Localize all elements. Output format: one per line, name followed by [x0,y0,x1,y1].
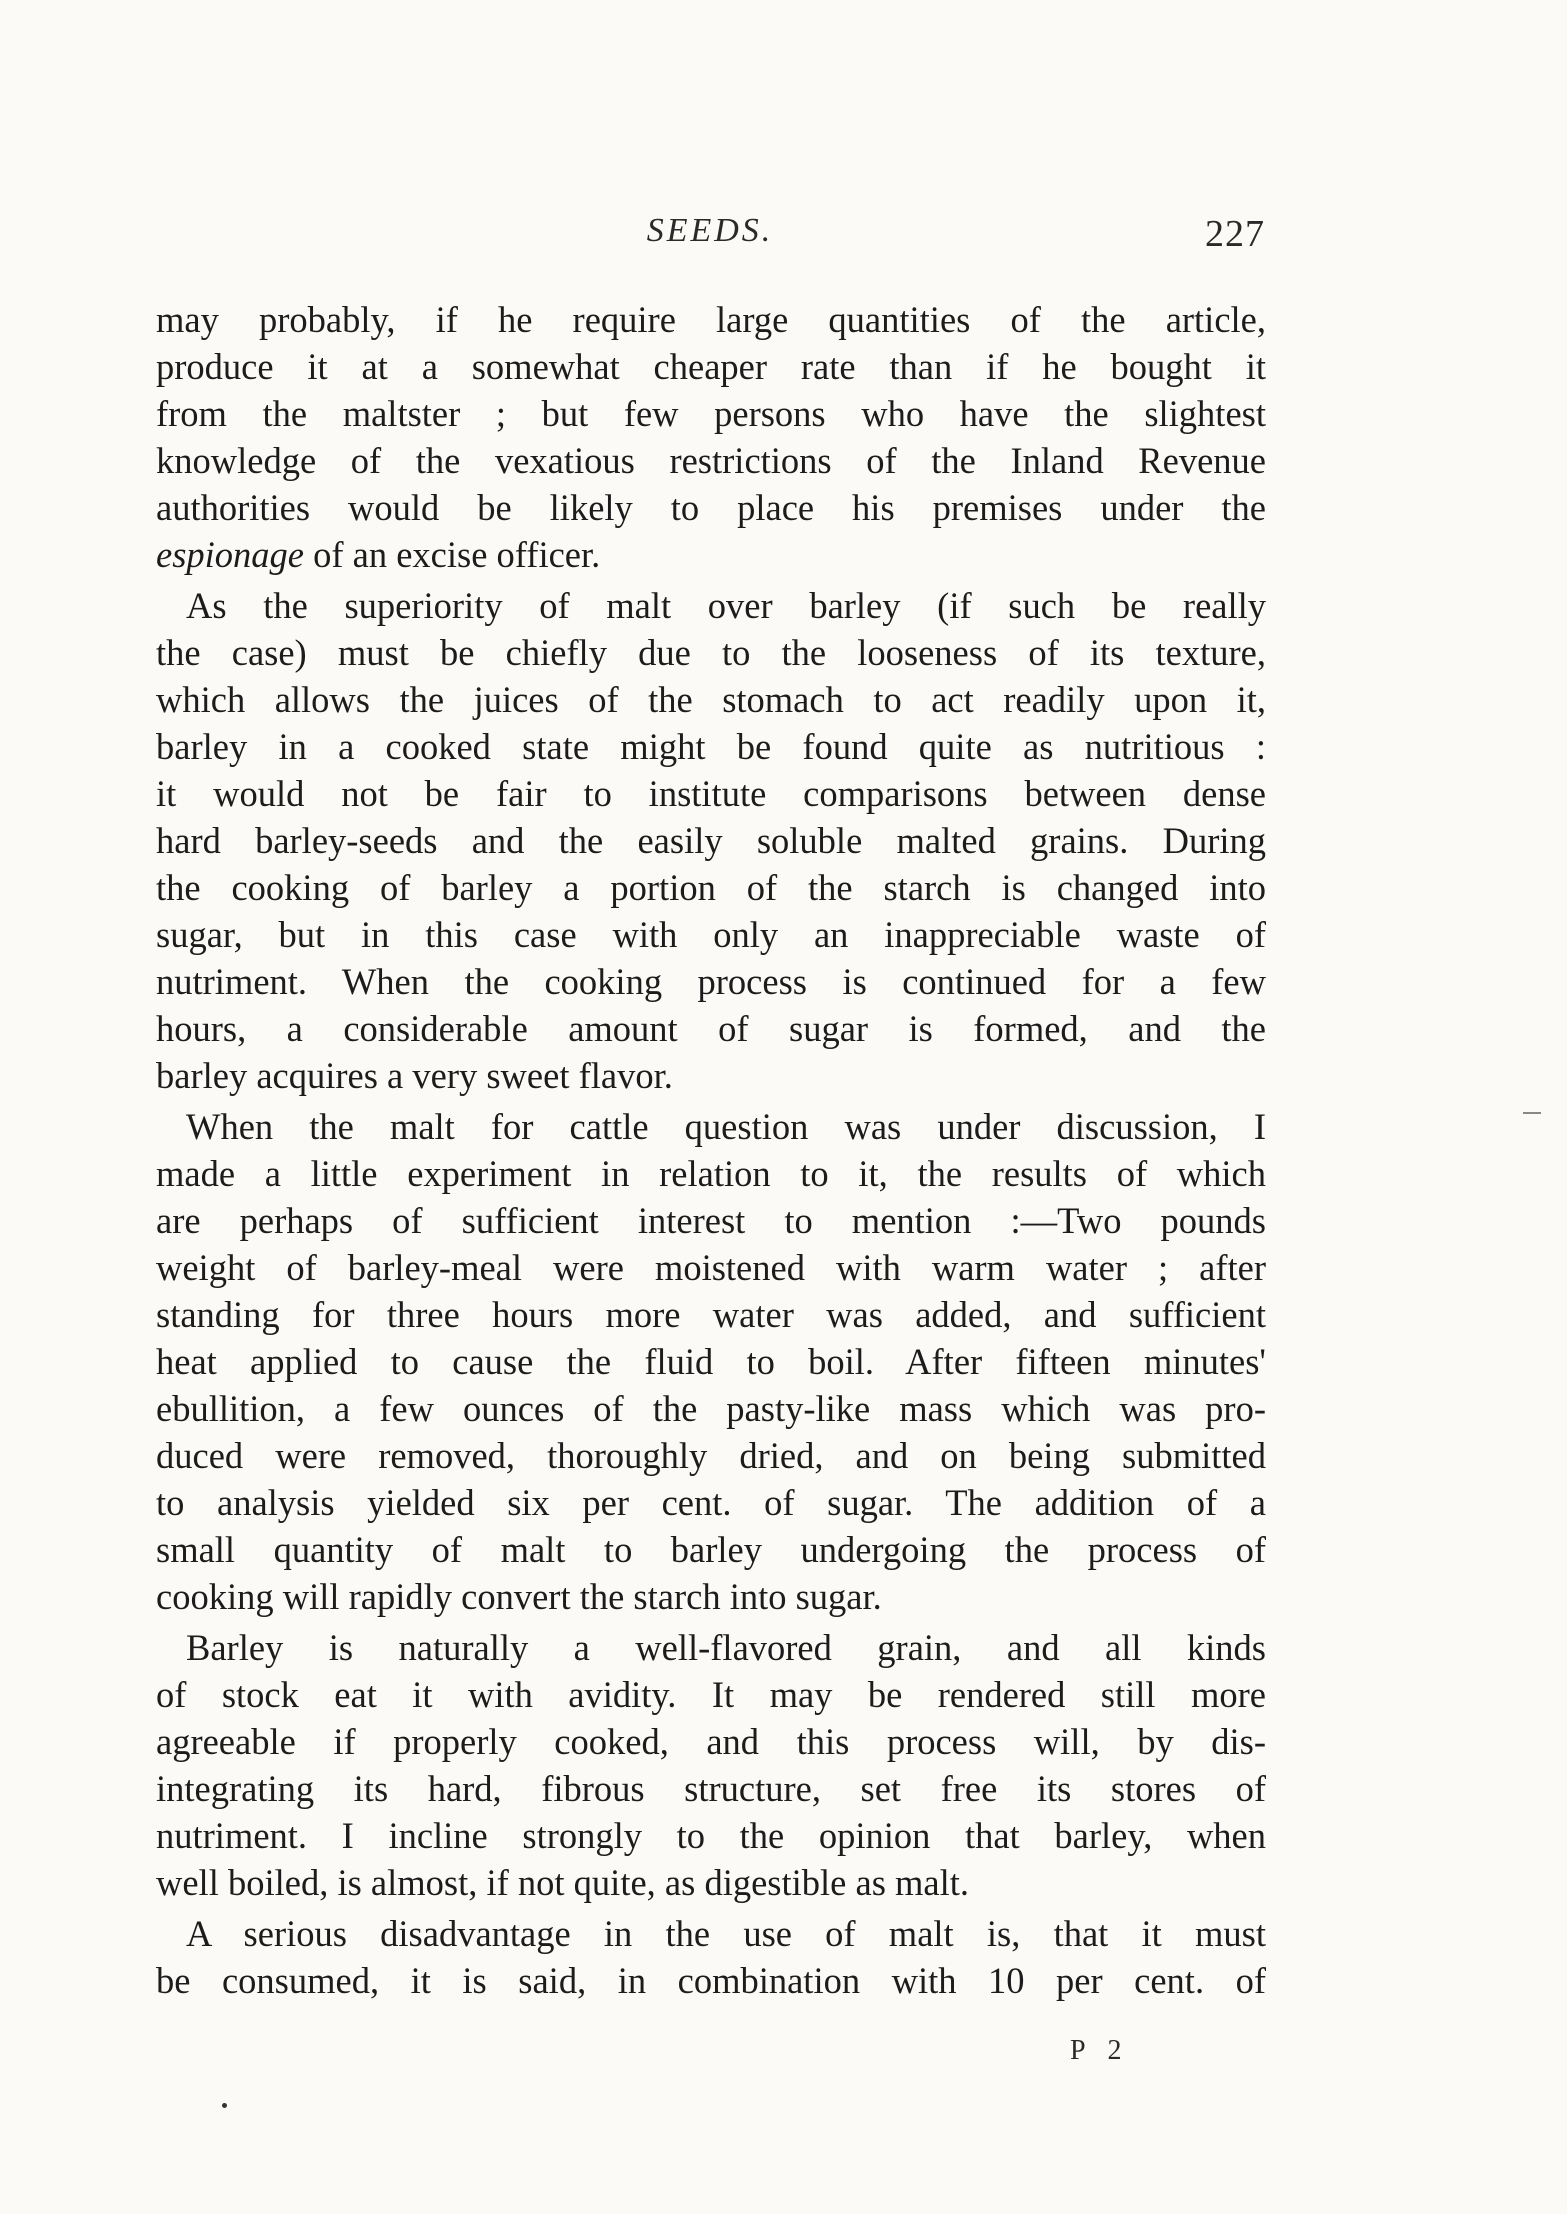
text-line [156,531,1266,578]
text-line: agreeable if properly cooked, and this process will, by dis- [156,1721,1266,1762]
text-line: hours, a considerable amount of sugar is formed, and the [156,1008,1266,1049]
text-line: sugar, but in this case with only an inappreciable waste of [156,914,1266,955]
text-line: authorities would be likely to place his premises under the [156,487,1266,528]
text-line: knowledge of the vexatious restrictions of the Inland Revenue [156,440,1266,481]
text-line: to analysis yielded six per cent. of sugar. The addition of a [156,1482,1266,1523]
text-line: standing for three hours more water was added, and sufficient [156,1294,1266,1335]
running-title: SEEDS. [646,212,774,249]
text-line: nutriment. I incline strongly to the opinion that barley, when [156,1815,1266,1856]
text-line: Barley is naturally a well-flavored grain, and all kinds [186,1627,1266,1668]
paragraph-1 [156,296,1266,578]
text-line: may probably, if he require large quantities of the article, [156,299,1266,340]
text-line: it would not be fair to institute comparisons between dense [156,773,1266,814]
text-line: duced were removed, thoroughly dried, and on being submitted [156,1435,1266,1476]
text-line: which allows the juices of the stomach to act readily upon it, [156,679,1266,720]
text-line: When the malt for cattle question was under discussion, I [186,1106,1266,1147]
text-line: the cooking of barley a portion of the starch is changed into [156,867,1266,908]
text-line: produce it at a somewhat cheaper rate than if he bought it [156,346,1266,387]
text-line: weight of barley-meal were moistened with warm water ; after [156,1247,1266,1288]
running-head [155,212,1265,262]
text-run: of an excise officer. [304,534,601,575]
paragraph-5 [156,1910,1266,2004]
text-line: nutriment. When the cooking process is continued for a few [156,961,1266,1002]
text-line: barley in a cooked state might be found quite as nutritious : [156,726,1266,767]
text-line: barley acquires a very sweet flavor. [156,1055,673,1096]
signature-mark: P 2 [1070,2035,1130,2066]
margin-tick [1523,1112,1541,1114]
ink-speck [222,2103,227,2108]
text-line: cooking will rapidly convert the starch into sugar. [156,1576,882,1617]
text-line: well boiled, is almost, if not quite, as digestible as malt. [156,1862,970,1903]
page-number: 227 [1205,213,1265,255]
text-line: from the maltster ; but few persons who have the slightest [156,393,1266,434]
text-line: integrating its hard, fibrous structure, set free its stores of [156,1768,1266,1809]
text-line: be consumed, it is said, in combination with 10 per cent. of [156,1960,1266,2001]
text-line: As the superiority of malt over barley (if such be really [186,585,1266,626]
text-line: the case) must be chiefly due to the looseness of its texture, [156,632,1266,673]
text-line: ebullition, a few ounces of the pasty-like mass which was pro- [156,1388,1266,1429]
body-text [156,296,1266,2004]
paragraph-2 [156,582,1266,1099]
paragraph-4 [156,1624,1266,1906]
text-line: made a little experiment in relation to it, the results of which [156,1153,1266,1194]
italic-term: espionage [156,534,304,575]
text-line: of stock eat it with avidity. It may be rendered still more [156,1674,1266,1715]
text-line: A serious disadvantage in the use of malt is, that it must [186,1913,1266,1954]
text-line: heat applied to cause the fluid to boil. After fifteen minutes' [156,1341,1266,1382]
paragraph-3 [156,1103,1266,1620]
text-line: hard barley-seeds and the easily soluble malted grains. During [156,820,1266,861]
text-line: are perhaps of sufficient interest to mention :—Two pounds [156,1200,1266,1241]
text-line: small quantity of malt to barley undergoing the process of [156,1529,1266,1570]
